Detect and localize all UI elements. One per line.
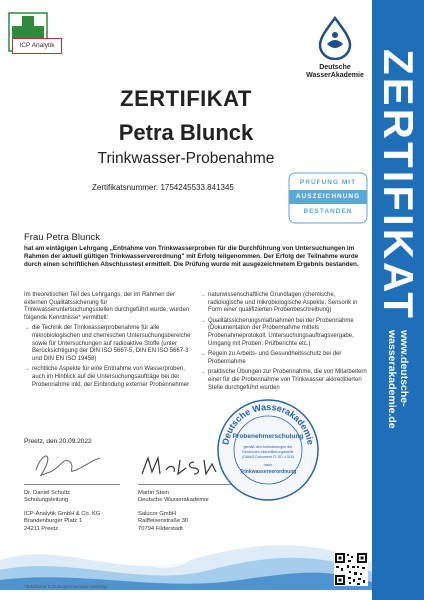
list-item: → Qualitätssicherungsmaßnahmen bei der Probennahme (Dokumentation der Probennahme mittels Probenahmeprotokoll, Untersuchungsauftragsvergabe, Umgang mit Proben, Prüfberichte etc.)	[200, 317, 354, 347]
wasserakademie-logo	[300, 16, 370, 78]
signature-line	[24, 484, 120, 485]
water-drop-icon	[318, 16, 352, 60]
qr-code	[334, 552, 368, 586]
svg-text:nach: nach	[263, 462, 273, 467]
icp-logo-text: ICP Analytik	[12, 38, 62, 54]
arrow-icon: →	[200, 369, 206, 376]
list-item: → praktische Übungen zur Probennahme, die von Mitarbeitern einer für die Probennahme von Trinkwasser akkreditierten Stelle durchgeführt wurden	[200, 369, 367, 391]
side-band-title: ZERTIFIKAT	[375, 49, 422, 321]
list-item: → die Technik der Trinkwasserprobenahme für alle mikrobiologischen und chemischen Untersuchungsbereiche sowie für Untersuchungen auf radioaktive Stoffe (unter Berücksichtigung der DIN ISO 5667-5, DIN EN ISO 5667-3 und DIN EN ISO 19458)	[24, 325, 191, 362]
svg-text:Trinkwasserverordnung: Trinkwasserverordnung	[239, 469, 297, 475]
svg-text:Deutschen Akkreditierungsstell: Deutschen Akkreditierungsstelle	[242, 450, 294, 454]
arrow-icon: →	[200, 351, 206, 358]
arrow-icon: →	[200, 317, 206, 324]
accreditation-seal	[214, 398, 322, 502]
badge-line1: PRÜFUNG MIT	[299, 179, 357, 186]
place-date: Preetz, den 20.09.2022	[24, 438, 92, 445]
water-wave-decoration	[0, 500, 372, 590]
salutation: Frau Petra Blunck	[24, 232, 101, 243]
side-band-url: www.deutsche-wasserakademie.de	[386, 330, 410, 429]
signatory2-block: Martin Stein Deutsche Wasserakademie Salucor GmbH Raiffeisenstraße 30 70794 Filderstadt	[138, 490, 209, 532]
left-lead: Im theoretischen Teil des Lehrgangs, der im Rahmen der externen Qualitätssicherung für Trinkwasseruntersuchungsstellen durchgeführt wurde, wurden folgende Kenntnisse* vermittelt:	[24, 292, 190, 321]
footnote: *detaillierte Schulungsunterlagen anbei/ig	[24, 584, 107, 589]
badge-line3: BESTANDEN	[303, 208, 353, 215]
arrow-icon: →	[24, 325, 30, 332]
arrow-icon: →	[200, 292, 206, 298]
certificate-title: ZERTIFIKAT	[120, 86, 252, 111]
signature-schultz	[30, 446, 110, 482]
left-column	[24, 292, 194, 392]
course-title: Trinkwasser-Probenahme	[97, 150, 275, 167]
arrow-icon: →	[24, 366, 30, 373]
svg-text:Deutsche Wasserakademie: Deutsche Wasserakademie	[220, 401, 316, 446]
list-item: → rechtliche Aspekte für eine Entnahme von Wasserproben, auch im Hinblick auf die Untersuchungsaufträge bei der Probennahme inkl. der Einbindung externer Probennehmer	[24, 366, 190, 388]
icp-analytik-logo	[8, 12, 60, 58]
badge-line2: AUSZEICHNUNG	[295, 193, 361, 200]
list-item: → naturwissenschaftliche Grundlagen (chemische, radiologische und mikrobiologische Aspekte, Sensorik in Form einer qualifizierten Probenbeschreibung)	[200, 292, 358, 314]
svg-text:Probenehmerschulung: Probenehmerschulung	[232, 433, 304, 440]
svg-text:gemäß den Anforderungen der: gemäß den Anforderungen der	[243, 445, 293, 449]
intro-paragraph: hat am eintägigen Lehrgang „Entnahme von Trinkwasserproben für die Durchführung von Untersuchungen im Rahmen der aktuell gültigen Trinkwasserverordnung" mit Erfolg teilgenommen. Der Erfolg der Teilnahme wurde durch einen schriftlichen Abschlusstest ermittelt. Die Prüfung wurde mit ausgezeichnetem Ergebnis bestanden.	[24, 245, 359, 268]
distinction-badge	[286, 170, 370, 226]
logo-line1: Deutsche	[319, 64, 351, 71]
logo-line2: WasserAkademie	[306, 72, 364, 79]
right-column	[200, 292, 368, 395]
recipient-name: Petra Blunck	[118, 120, 254, 145]
list-item: → Regeln zu Arbeits- und Gesundheitsschutz bei der Probennahme	[200, 351, 342, 365]
certificate-number: Zertifikatsnummer: 1754245533.841345	[92, 183, 234, 192]
signatory1-block: Dr. Daniel Schultz Schulungsleitung ICP-Analytik GmbH & Co. KG Brandenburger Platz 1 24211 Preetz	[24, 490, 101, 532]
svg-text:(DAkkS-Dokument 71 SD 4 016): (DAkkS-Dokument 71 SD 4 016)	[242, 455, 294, 459]
